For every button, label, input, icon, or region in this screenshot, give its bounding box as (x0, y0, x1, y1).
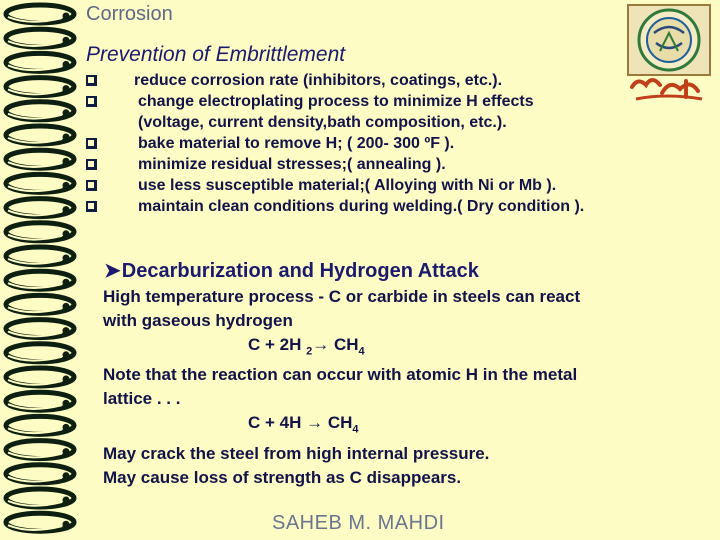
spiral-ring (6, 199, 74, 217)
bullet-text: minimize residual stresses;( annealing ). (138, 156, 446, 173)
spiral-binding-icon (0, 0, 80, 540)
hollow-square-bullet-icon (86, 138, 97, 149)
spiral-ring (6, 489, 74, 507)
spiral-ring (6, 513, 74, 531)
eq1-rhs-sub: 4 (358, 345, 365, 358)
spiral-ring (6, 416, 74, 434)
arrow-symbol: → (306, 413, 324, 433)
eq2-rhs: CH (327, 413, 353, 433)
hollow-square-bullet-icon (86, 159, 97, 170)
spiral-ring (6, 126, 74, 144)
spiral-ring (6, 5, 74, 23)
spiral-ring (6, 53, 74, 71)
section-heading-text: Decarburization and Hydrogen Attack (121, 260, 479, 282)
spiral-ring (6, 295, 74, 313)
body-text (103, 285, 703, 490)
arrow-symbol: → (312, 335, 330, 354)
section-subtitle: Prevention of Embrittlement (86, 43, 346, 66)
spiral-ring (6, 271, 74, 289)
spiral-ring (6, 29, 74, 47)
body-line: Note that the reaction can occur with atomic H in the metal (103, 365, 578, 385)
bullet-text: change electroplating process to minimize H effects (138, 93, 534, 110)
hollow-square-bullet-icon (86, 180, 97, 191)
slide-title: Corrosion (86, 3, 173, 25)
spiral-ring (6, 102, 74, 120)
spiral-ring (6, 78, 74, 96)
hollow-square-bullet-icon (86, 75, 97, 86)
spiral-ring (6, 392, 74, 410)
eq1-sub: 2 (306, 345, 313, 358)
list-item (86, 133, 716, 154)
bullet-list (86, 70, 716, 217)
arrowhead-icon: ➤ (104, 260, 121, 282)
eq2-lhs: C + 4H (248, 413, 302, 433)
list-item (86, 91, 716, 133)
hollow-square-bullet-icon (86, 201, 97, 212)
spiral-ring (6, 247, 74, 265)
hollow-square-bullet-icon (86, 96, 97, 107)
body-line: High temperature process - C or carbide in steels can react (103, 287, 581, 306)
eq2-rhs-sub: 4 (352, 423, 359, 436)
body-line: May crack the steel from high internal pressure. (103, 443, 490, 463)
bullet-text: maintain clean conditions during welding.( Dry condition ). (138, 198, 585, 215)
body-line: May cause loss of strength as C disappears. (103, 467, 462, 487)
spiral-ring (6, 368, 74, 386)
eq1-lhs: C + 2H (248, 335, 302, 354)
list-item (86, 196, 716, 217)
list-item (86, 70, 716, 91)
spiral-ring (6, 174, 74, 192)
list-item (86, 154, 716, 175)
equation-1 (103, 333, 703, 363)
body-line: lattice . . . (103, 389, 181, 409)
spiral-ring (6, 150, 74, 168)
body-line: with gaseous hydrogen (103, 311, 293, 330)
bullet-text: bake material to remove H; ( 200- 300 ºF ). (138, 135, 455, 152)
spiral-ring (6, 465, 74, 483)
list-item (86, 175, 716, 196)
section-heading (104, 258, 479, 283)
spiral-ring (6, 344, 74, 362)
eq1-rhs: CH (333, 335, 359, 354)
equation-2 (103, 411, 703, 441)
spiral-ring (6, 441, 74, 459)
bullet-text-continuation: (voltage, current density,bath composition, etc.). (138, 114, 507, 131)
spiral-ring (6, 223, 74, 241)
bullet-text: use less susceptible material;( Alloying with Ni or Mb ). (138, 177, 557, 194)
bullet-text: reduce corrosion rate (inhibitors, coatings, etc.). (134, 72, 503, 89)
spiral-ring (6, 320, 74, 338)
footer-author: SAHEB M. MAHDI (272, 512, 445, 534)
